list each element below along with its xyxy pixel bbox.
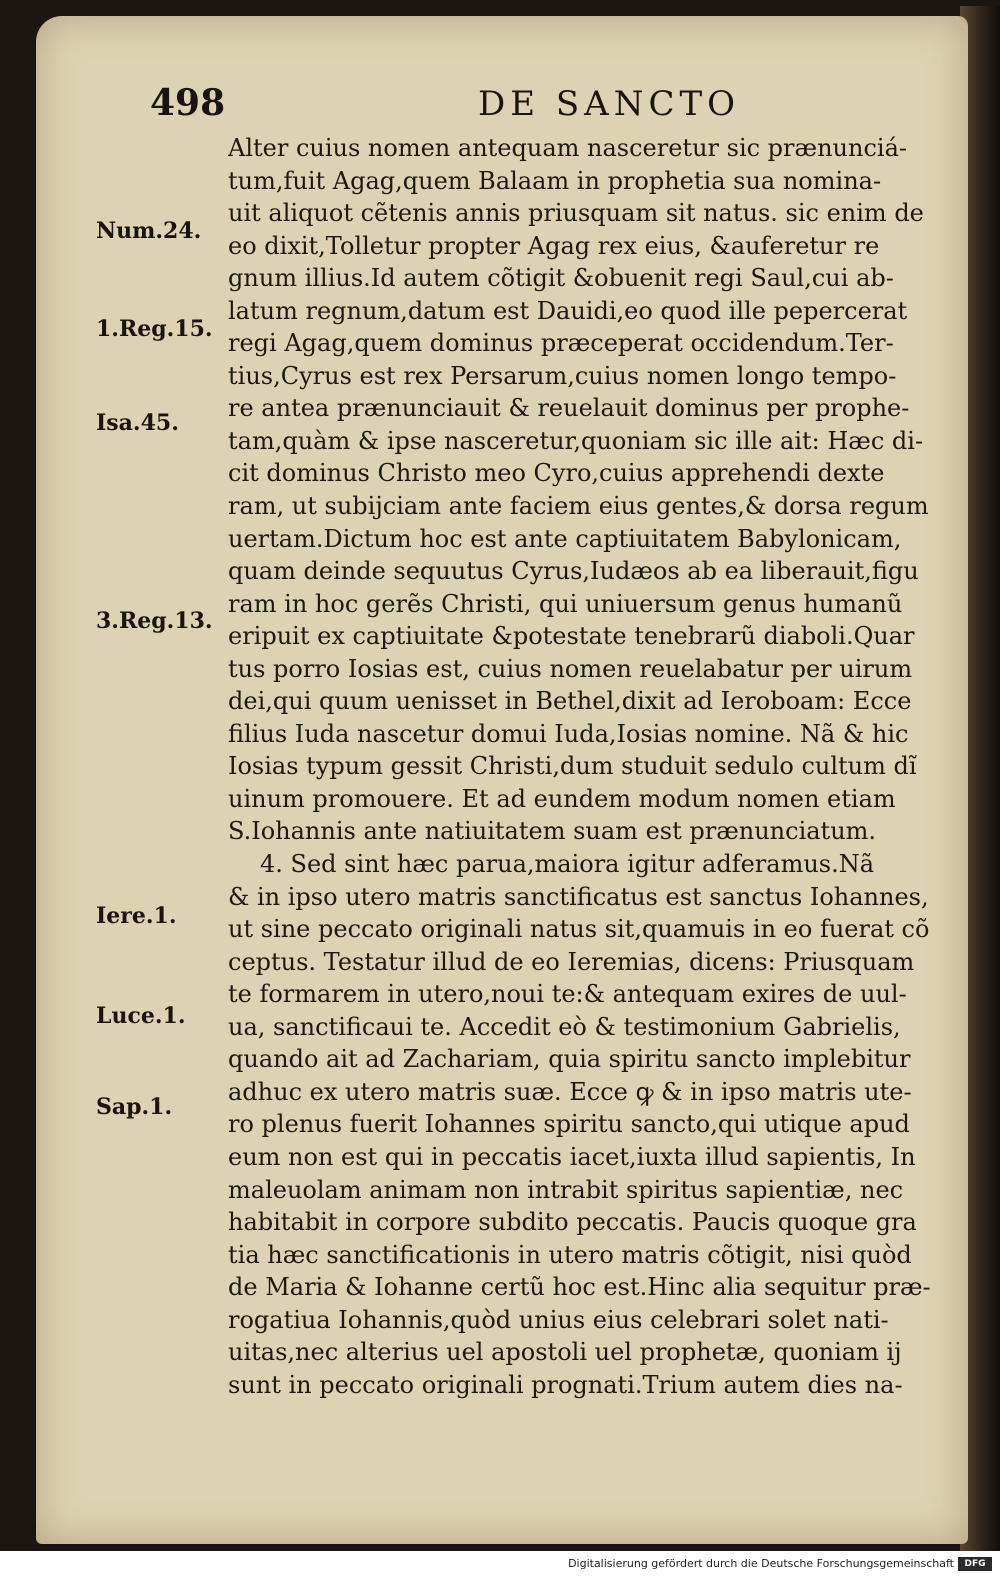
text-line: ut sine peccato originali natus sit,quamuis in eo fuerat cõ [228,915,930,944]
text-line: uinum promouere. Et ad eundem modum nomen etiam [228,784,896,813]
text-line: S.Iohannis ante natiuitatem suam est prænunciatum. [228,817,877,846]
text-line: quam deinde sequutus Cyrus,Iudæos ab ea liberauit,figu [228,557,919,586]
text-line: uitas,nec alterius uel apostoli uel prophetæ, quoniam ij [228,1338,902,1367]
text-line: latum regnum,datum est Dauidi,eo quod ille pepercerat [228,296,908,325]
text-line: regi Agag,quem dominus præceperat occidendum.Ter- [228,329,894,358]
text-line: de Maria & Iohanne certũ hoc est.Hinc alia sequitur præ- [228,1273,931,1302]
text-line: habitabit in corpore subdito peccatis. Paucis quoque gra [228,1208,917,1237]
text-line: Alter cuius nomen antequam nasceretur sic prænunciá- [228,134,907,162]
text-line: te formarem in utero,noui te:& antequam exires de uul- [228,980,907,1009]
text-line: ram, ut subijciam ante faciem eius gentes,& dorsa regum [228,492,929,521]
margin-note: Num.24. [96,218,202,244]
text-line: tam,quàm & ipse nasceretur,quoniam sic ille ait: Hæc di- [228,426,924,455]
text-line: ro plenus fuerit Iohannes spiritu sancto,qui utique apud [228,1110,910,1139]
digitization-footer [0,1551,1000,1579]
text-line: dei,qui quum uenisset in Bethel,dixit ad Ieroboam: Ecce [228,687,912,716]
text-line: tus porro Iosias est, cuius nomen reuelabatur per uirum [228,654,913,683]
text-line: uertam.Dictum hoc est ante captiuitatem Babylonicam, [228,524,902,553]
margin-note: Iere.1. [96,903,177,929]
text-line: gnum illius.Id autem cõtigit &obuenit regi Saul,cui ab- [228,264,894,293]
text-line: tum,fuit Agag,quem Balaam in prophetia sua nomina- [228,166,882,195]
margin-note: 3.Reg.13. [96,608,213,634]
text-line: ceptus. Testatur illud de eo Ieremias, dicens: Priusquam [228,947,915,976]
text-line: eum non est qui in peccatis iacet,iuxta illud sapientis, In [228,1142,916,1171]
body-text [228,132,948,1401]
text-line: cit dominus Christo meo Cyro,cuius apprehendi dexte [228,459,885,488]
running-title: DE SANCTO [478,84,741,124]
text-line: adhuc ex utero matris suæ. Ecce ꝙ & in ipso matris ute- [228,1077,912,1106]
text-line: re antea prænunciauit & reuelauit dominus per prophe- [228,394,910,423]
margin-note: Isa.45. [96,410,179,436]
text-line: & in ipso utero matris sanctificatus est sanctus Iohannes, [228,882,929,911]
text-line: filius Iuda nascetur domui Iuda,Iosias nomine. Nã & hic [228,719,909,748]
page-number: 498 [150,82,226,124]
text-line: eripuit ex captiuitate &potestate tenebrarũ diaboli.Quar [228,622,915,651]
dfg-logo-icon: DFG [958,1557,992,1571]
margin-note: Sap.1. [96,1094,173,1120]
text-line: rogatiua Iohannis,quòd unius eius celebrari solet nati- [228,1305,889,1334]
text-line: tius,Cyrus est rex Persarum,cuius nomen longo tempo- [228,361,897,390]
funding-credit: Digitalisierung gefördert durch die Deutsche Forschungsgemeinschaft [568,1557,954,1570]
margin-note: Luce.1. [96,1003,186,1029]
text-line: ua, sanctificaui te. Accedit eò & testimonium Gabrielis, [228,1012,901,1041]
text-line: ram in hoc gerẽs Christi, qui uniuersum genus humanũ [228,589,903,618]
margin-note: 1.Reg.15. [96,316,213,342]
text-line: maleuolam animam non intrabit spiritus sapientiæ, nec [228,1175,904,1204]
text-line: tia hæc sanctificationis in utero matris cõtigit, nisi quòd [228,1240,912,1269]
text-line: sunt in peccato originali prognati.Trium autem dies na- [228,1370,903,1399]
text-line: Iosias typum gessit Christi,dum studuit sedulo cultum dĩ [228,752,917,781]
text-line: eo dixit,Tolletur propter Agag rex eius, &auferetur re [228,231,880,260]
text-line: quando ait ad Zachariam, quia spiritu sancto implebitur [228,1045,911,1074]
text-line: 4. Sed sint hæc parua,maiora igitur adferamus.Nã [260,850,875,879]
text-line: uit aliquot cẽtenis annis priusquam sit natus. sic enim de [228,199,924,228]
